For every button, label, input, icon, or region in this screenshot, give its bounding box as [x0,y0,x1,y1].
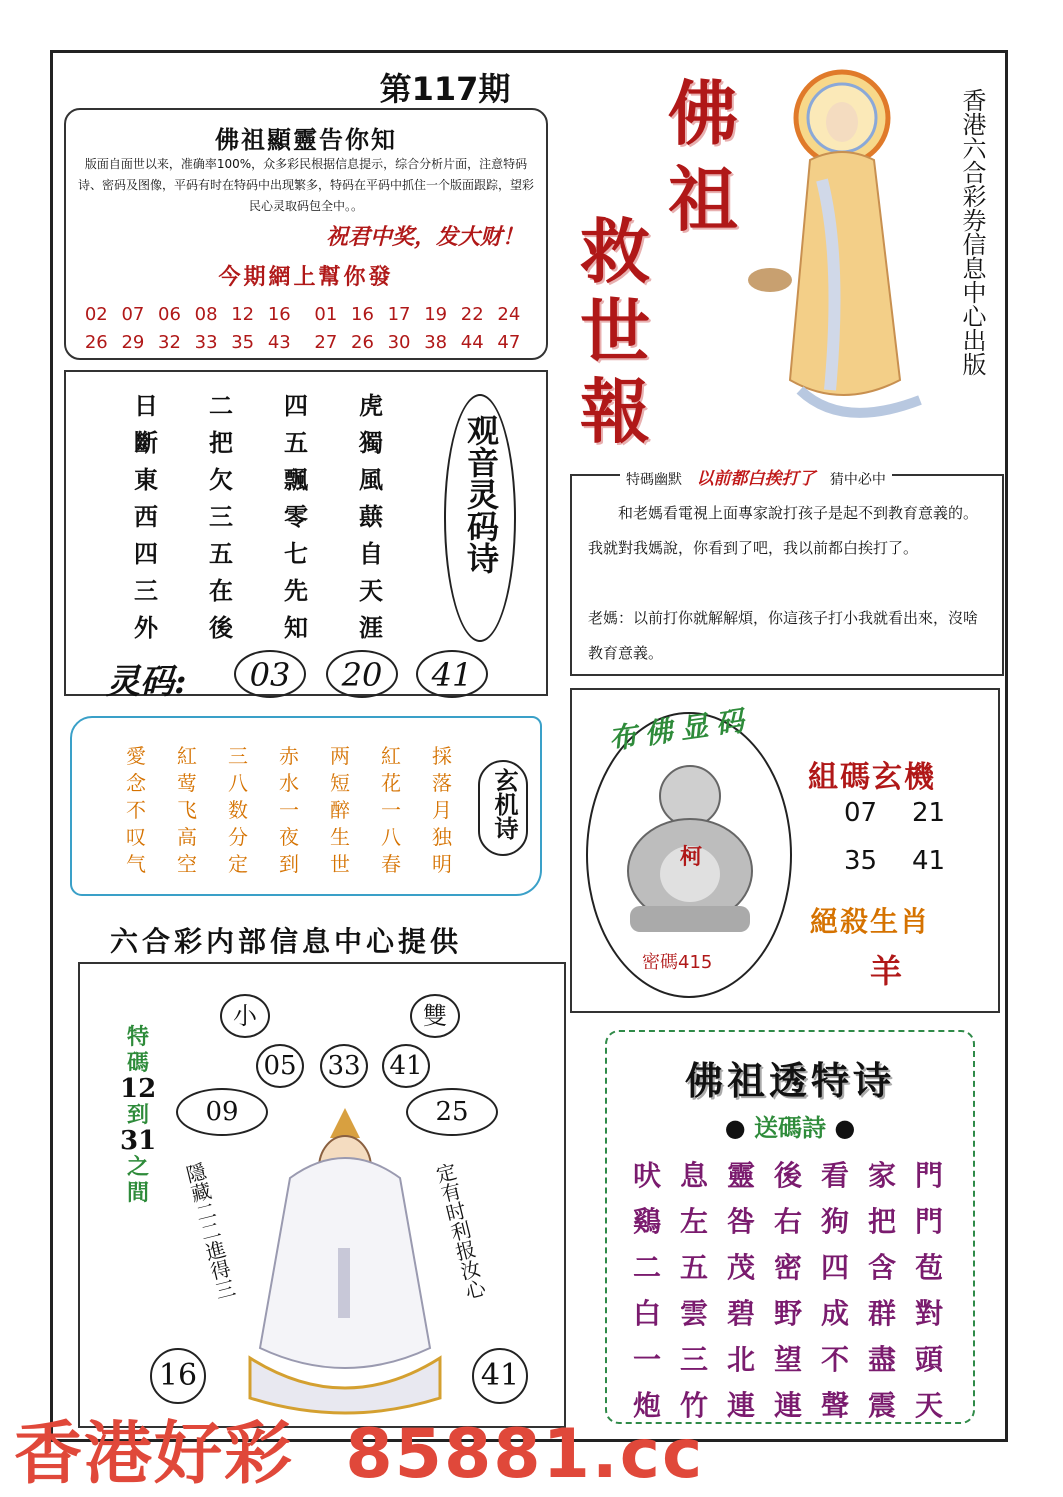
xuanji-poem-char: 一 [381,798,401,822]
tou-te-poem-char: 成 [821,1297,850,1330]
top-code-2: 33 [320,1044,368,1088]
lottery-number: 27 [314,332,338,353]
standing-guanyin-illustration [730,60,950,440]
tou-te-poem-char: 吠 [633,1159,662,1192]
xuanji-poem-char: 生 [330,825,350,849]
lottery-number: 44 [460,332,484,353]
tou-te-poem-char: 聲 [821,1389,850,1422]
guanyin-poem-char: 先 [284,576,308,605]
guanyin-poem-char: 獨 [359,428,383,457]
special-end-2: 間 [126,1180,149,1206]
xuanji-poem-char: 分 [228,825,248,849]
guanyin-poem-char: 知 [284,613,308,642]
secret-code: 密碼415 [642,952,713,973]
lottery-number: 17 [387,304,411,325]
lottery-number: 12 [231,304,255,325]
guanyin-poem-char: 蕻 [359,502,383,531]
xuanji-poem-char: 採 [432,744,452,768]
kill-title: 絕殺生肖 [810,905,931,938]
tou-te-poem-char: 含 [868,1251,897,1284]
guanyin-poem-box [64,370,548,702]
tou-te-poem-char: 五 [680,1251,709,1284]
guanyin-poem-char: 四 [284,391,308,420]
xuanji-poem-char: 紅 [381,744,401,768]
guanyin-poem-char: 飄 [284,465,308,494]
title-char-4: 世 [580,290,650,373]
xuanji-poem-char: 不 [126,798,146,822]
joke-hint: 猜中必中 [829,472,886,488]
tag-small: 小 [220,994,270,1038]
lottery-number: 02 [84,304,108,325]
tou-te-poem-char: 茂 [727,1251,756,1284]
tou-te-poem-char: 炮 [633,1389,662,1422]
guanyin-poem-char: 五 [284,428,308,457]
combo-title: 組碼玄機 [808,760,936,795]
notice-sub-heading: 今期網上幫你發 [218,264,394,290]
watermark: 香港好彩 85881.cc [14,1415,705,1494]
seated-guanyin-illustration [230,1098,460,1418]
top-code-1: 05 [256,1044,304,1088]
xuanji-poem-char: 念 [126,771,146,795]
xuanji-poem-char: 一 [279,798,299,822]
tou-te-poem-char: 後 [774,1159,803,1192]
tou-te-poem-char: 碧 [727,1297,756,1330]
lottery-number: 30 [387,332,411,353]
tou-te-poem-char: 北 [727,1343,756,1376]
tou-te-title: 佛祖透特诗 [684,1058,895,1103]
code-1: 03 [249,656,291,694]
tou-te-poem-char: 竹 [680,1389,709,1422]
xuanji-poem-char: 八 [228,771,248,795]
bottom-code-2: 41 [472,1348,528,1404]
side-code-left: 09 [176,1088,268,1136]
xuanji-poem-char: 紅 [177,744,197,768]
xuanji-poem-char: 三 [228,744,248,768]
notice-slogan: 祝君中奖，发大财！ [325,224,524,250]
tou-te-poem-box [605,1030,975,1424]
tou-te-poem-char: 看 [821,1159,850,1192]
lottery-number: 26 [351,332,374,353]
joke-label: 特碼幽默 [626,472,682,488]
lottery-number: 33 [194,332,218,353]
special-end-1: 之 [126,1154,149,1180]
xuanji-poem-char: 独 [432,825,452,849]
combo-code-1: 07 [844,798,878,828]
special-range [120,1024,156,1206]
xuanji-poem-char: 月 [432,798,452,822]
tou-te-poem-char: 門 [915,1159,944,1192]
xuanji-poem-char: 空 [177,852,197,876]
title-char-2: 祖 [668,158,738,241]
lottery-number: 16 [351,304,374,325]
joke-paragraph-1: 和老媽看電視上面專家說打孩子是起不到教育意義的。我就對我媽說，你看到了吧，我以前都白挨打了。 [588,504,979,557]
joke-paragraph-2: 老媽：以前打你就解解煩，你這孩子打小我就看出來，沒啥教育意義。 [588,609,979,662]
bullet-right-icon: ● [834,1113,856,1142]
lottery-number: 22 [460,304,484,325]
guanyin-poem-char: 四 [134,539,158,568]
guanyin-poem-char: 東 [134,465,158,494]
left-verse: 隱藏二二進得三 [180,1160,238,1303]
lottery-number: 29 [121,332,145,353]
xuanji-poem-char: 落 [432,771,452,795]
right-verse: 定有时利报汝心 [430,1160,488,1303]
lottery-number: 35 [231,332,255,353]
tou-te-poem-char: 右 [774,1205,803,1238]
title-char-3: 救 [580,210,650,293]
number-row-2 [78,332,527,353]
xuanji-poem-char: 两 [330,744,350,768]
guanyin-poem-char: 西 [134,502,158,531]
notice-box [64,108,548,360]
guanyin-poem-label: 观音灵码诗 [462,414,500,574]
tou-te-poem-char: 息 [680,1159,709,1192]
lottery-number: 07 [121,304,145,325]
bottom-code-1: 16 [150,1348,206,1404]
buddha-arc-text: 布佛显码 [606,703,754,756]
tou-te-poem-char: 盡 [868,1343,897,1376]
lottery-number: 19 [424,304,448,325]
guanyin-poem-char: 欠 [209,465,233,494]
xuanji-poem-char: 短 [330,771,350,795]
tou-te-poem-char: 連 [774,1389,803,1422]
bullet-left-icon: ● [724,1113,746,1142]
xuanji-poem-char: 定 [228,852,248,876]
xuanji-label: 玄机诗 [490,768,519,840]
guanyin-poem-char: 在 [209,576,233,605]
tou-te-poem-char: 密 [774,1251,803,1284]
tou-te-poem-char: 左 [680,1205,709,1238]
guanyin-poem-char: 三 [209,502,233,531]
lottery-number: 43 [267,332,291,353]
code-label: 灵码: [106,662,187,702]
lottery-number: 26 [84,332,108,353]
lottery-number: 06 [158,304,181,325]
tou-te-poem-char: 三 [680,1343,709,1376]
guanyin-poem-char: 零 [284,502,308,531]
guanyin-poem-char: 七 [284,539,308,568]
tou-te-subtitle: 送碼詩 [754,1113,826,1142]
kill-animal: 羊 [870,952,903,990]
tou-te-poem-char: 二 [633,1251,662,1284]
tou-te-poem-char: 狗 [821,1205,850,1238]
top-code-3: 41 [382,1044,430,1088]
special-mid: 到 [126,1102,149,1128]
tou-te-poem-char: 苞 [915,1251,944,1284]
tou-te-poem-char: 鷄 [633,1205,662,1238]
xuanji-poem-char: 愛 [126,744,146,768]
xuanji-poem-char: 花 [381,771,401,795]
guanyin-poem-char: 把 [209,428,233,457]
tou-te-poem-char: 四 [821,1251,850,1284]
lottery-number: 38 [424,332,448,353]
tou-te-poem-char: 白 [633,1297,662,1330]
guanyin-poem-char: 日 [134,391,158,420]
title-char-1: 佛 [668,72,738,155]
special-label-1: 特 [126,1024,149,1050]
xuanji-poem-char: 叹 [126,825,146,849]
tou-te-poem-char: 家 [868,1159,897,1192]
tou-te-poem-char: 對 [915,1297,944,1330]
xuanji-poem-char: 赤 [279,744,299,768]
guanyin-poem-char: 涯 [359,613,383,642]
xuanji-poem-char: 明 [432,852,452,876]
tou-te-poem-char: 雲 [680,1297,709,1330]
tou-te-poem-char: 靈 [727,1159,756,1192]
notice-heading: 佛祖顯靈告你知 [215,125,397,154]
xuanji-poem-char: 水 [279,771,299,795]
xuanji-poem-char: 高 [177,825,197,849]
xuanji-poem-char: 到 [279,852,299,876]
tou-te-poem-char: 群 [868,1297,897,1330]
lottery-number: 24 [497,304,521,325]
guanyin-poem-char: 三 [134,576,158,605]
guanyin-poem-char: 虎 [359,391,383,420]
guanyin-poem-char: 外 [134,613,158,642]
lottery-number: 47 [497,332,521,353]
tou-te-poem-char: 連 [727,1389,756,1422]
xuanji-poem-char: 飞 [177,798,197,822]
xuanji-poem-char: 气 [126,852,146,876]
combo-code-4: 41 [912,846,946,876]
tou-te-poem-char: 一 [633,1343,662,1376]
lottery-number: 01 [314,304,338,325]
tou-te-poem-char: 咎 [727,1205,756,1238]
xuanji-poem-char: 数 [228,798,248,822]
tou-te-subtitle-line [607,1108,973,1143]
lottery-number: 32 [158,332,181,353]
combo-code-3: 35 [844,846,878,876]
number-row-1 [78,304,527,325]
tou-te-poem-char: 不 [821,1343,850,1376]
issue-number: 第117期 [379,70,511,108]
guanyin-seated-box [78,962,566,1428]
guanyin-poem-char: 後 [209,613,233,642]
code-2: 20 [341,656,383,694]
tou-te-poem-char: 天 [915,1389,944,1422]
joke-header [620,464,892,489]
lottery-number: 16 [267,304,291,325]
guanyin-poem-char: 自 [359,539,383,568]
guanyin-poem-char: 二 [209,391,233,420]
lottery-number: 08 [194,304,218,325]
special-from: 12 [120,1074,157,1104]
joke-title: 以前都白挨打了 [696,469,816,489]
code-3: 41 [431,656,473,694]
side-publisher: 香港六合彩券信息中心出版 [958,88,986,376]
guanyin-poem-char: 天 [359,576,383,605]
xuanji-poem-char: 醉 [330,798,350,822]
tag-pair: 雙 [410,994,460,1038]
xuanji-poem-char: 莺 [177,771,197,795]
xuanji-poem-char: 春 [381,852,401,876]
xuanji-poem-char: 夜 [279,825,299,849]
buddha-belly-char: 柯 [680,844,703,870]
tou-te-poem-char: 野 [774,1297,803,1330]
guanyin-poem-char: 風 [359,465,383,494]
guanyin-poem-char: 五 [209,539,233,568]
guanyin-poem-char: 斷 [134,428,158,457]
tou-te-poem-char: 望 [774,1343,803,1376]
title-char-5: 報 [580,370,650,453]
joke-box [570,469,1004,676]
buddha-box [570,688,1000,1013]
xuanji-poem-scroll [70,716,542,896]
special-label-2: 碼 [126,1050,149,1076]
tou-te-poem-char: 震 [868,1389,897,1422]
special-to: 31 [120,1126,157,1156]
provider-text: 六合彩内部信息中心提供 [110,925,463,958]
side-code-right: 25 [406,1088,498,1136]
xuanji-poem-char: 世 [330,852,350,876]
notice-body: 版面自面世以来，准确率100%，众多彩民根据信息提示，综合分析片面，注意特码诗、密码及图像，平码有时在特码中出现繁多，特码在平码中抓住一个版面跟踪，望彩民心灵取码包全中。。 [77,157,534,213]
xuanji-poem-char: 八 [381,825,401,849]
tou-te-poem-char: 門 [915,1205,944,1238]
tou-te-poem-char: 頭 [915,1343,944,1376]
tou-te-poem-char: 把 [868,1205,897,1238]
combo-code-2: 21 [912,798,946,828]
